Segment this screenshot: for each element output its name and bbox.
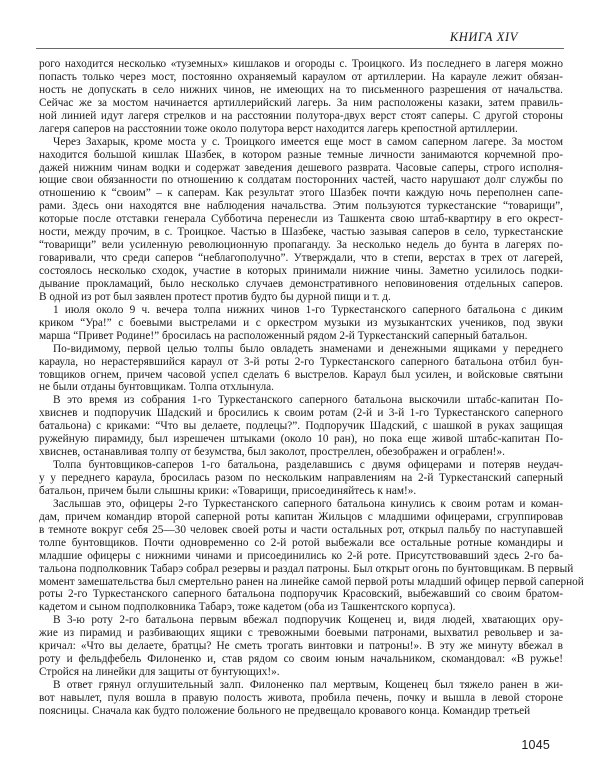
running-header-title: КНИГА XIV [449, 30, 518, 44]
text-line: вот навылет, пуля вошла в правую полость живота, пробила печень, почку и вышла в левой стороне [39, 691, 563, 704]
text-line: ющие свои обязанности по отношению к солдатам посторонних частей, часто нарушают долг службы по [39, 174, 563, 187]
text-line: момент замешательства был смертельно ранен на линейке самой первой роты младший офицер первой саперной [39, 575, 584, 588]
text-line: тальона подполковник Табарэ собрал резервы и раздал патроны. Был открыт огонь по бунтовщикам. В первый [39, 562, 574, 575]
text-line: дам, причем командир второй саперной роты капитан Жильцов с младшими офицерами, сгруппировав [39, 510, 563, 523]
paragraph [39, 679, 563, 718]
text-line: Стройся на линейки для защиты от бунтующих!». [39, 666, 280, 679]
text-line: дажей нижним чинам водки и содержат заведения дешевого разврата. Часовые саперы, строго исполня- [39, 161, 563, 174]
text-line: у у переднего караула, бросилась разом по нескольким направлениям на 2-й Туркестанский саперный [39, 472, 563, 484]
paragraph [39, 394, 563, 459]
text-line: марша “Привет Родине!” бросилась на расположенный рядом 2-й Туркестанский саперный батальон. [39, 329, 528, 342]
text-line: в темноте вокруг себя 25—30 человек своей роты и части остальных рот, открыл пальбу по наступавшей [39, 523, 563, 536]
text-line: лагеря саперов на расстоянии тоже около полутора верст находится лагерь крепостной артиллерии. [39, 122, 518, 135]
text-line: роты 2-го Туркестанского саперного батальона подпоручик Красовский, выбежавший со своим братом- [39, 588, 563, 601]
text-line: находится большой кишлак Шазбек, в котором разные темные личности занимаются корчемной про- [39, 148, 563, 161]
text-line: батальона) с криками: “Что вы делаете, подлецы?”. Подпоручик Шадский, с шашкой в руках защищая [39, 420, 563, 433]
text-line: кадетом и сыном подполковника Табарэ, тоже кадетом (оба из Ташкентского корпуса). [39, 601, 456, 614]
paragraph [39, 58, 563, 136]
running-header [36, 28, 564, 49]
text-line: ружейную пирамиду, был изрешечен штыками (около 10 ран), но пока еще живой штабс-капитан По- [39, 433, 563, 446]
text-line: В ответ грянул оглушительный залп. Филоненко пал мертвым, Кощенец был тяжело ранен в жи- [53, 679, 563, 691]
text-line: В одной из рот был заявлен протест против будто бы дурной пищи и т. д. [39, 290, 391, 303]
text-line: караула, но нерастерявшийся караул от 3-й роты 2-го Туркестанского саперного батальона отбил бун- [39, 355, 563, 368]
text-line: ной линией идут лагеря стрелков и на расстоянии полутора-двух верст стоят саперы. С другой стороны [39, 109, 563, 122]
text-line: толпе бунтовщиков. Почти одновременно со 2-й ротой выбежали все остальные ротные командиры и [39, 536, 563, 549]
text-line: В это время из собрания 1-го Туркестанского саперного батальона выскочили штабс-капитан По- [53, 394, 563, 407]
page-number: 1045 [521, 738, 550, 752]
text-line: криком “Ура!” с боевыми выстрелами и с оркестром музыки из музыкантских учеников, под звуки [39, 316, 563, 329]
paragraph [39, 497, 584, 614]
text-line: говаривали, что среди саперов “неблагополучно”. Утверждали, что в степи, верстах в трех от лагерей, [39, 252, 563, 265]
text-line: В 3-ю роту 2-го батальона первым вбежал подпоручик Кощенец и, видя людей, хватающих ору- [53, 614, 563, 627]
paragraph [39, 459, 563, 498]
text-line: батальон, причем были слышны крики: «Товарищи, присоединяйтесь к нам!». [39, 484, 417, 497]
text-line: Сейчас же за мостом начинается артиллерийский лагерь. За ним расположены казаки, затем правиль- [39, 96, 563, 109]
text-line: хвиснев, останавливая толпу от безумства, был заколот, простреллен, обезображен и ограблен!». [39, 446, 505, 459]
text-line: Заслышав это, офицеры 2-го Туркестанского саперного батальона кинулись к своим ротам и коман- [53, 497, 563, 510]
text-line: отношению к “своим” – к саперам. Как результат этого Шазбек почти каждую ночь переполнен сапе- [39, 187, 563, 200]
text-line: младшие офицеры с нижними чинами и присоединились ко 2-й роте. Присутствовавший здесь 2-го ба- [39, 549, 563, 562]
text-line: рого находится несколько «туземных» кишлаков и огороды с. Троицкого. Из последнего в лагеря можно [39, 58, 563, 70]
paragraph [39, 343, 563, 395]
text-line: кричал: «Что вы делаете, братцы? Не сметь трогать винтовки и патроны!». В эту же минуту вбежал в [39, 640, 563, 653]
text-line: дывание прокламаций, было несколько случаев демонстративного неповиновения отдельных саперов. [39, 277, 563, 290]
text-line: жие из пирамид и разбивающих ящики с тревожными боевыми патронами, выхватил револьвер и за- [39, 627, 563, 640]
text-line: Через Захарык, кроме моста у с. Троицкого имеется еще мост в самом саперном лагере. За мостом [53, 135, 563, 148]
paragraph [39, 304, 563, 343]
text-line: 1 июля около 9 ч. вечера толпа нижних чинов 1-го Туркестанского саперного батальона с диким [53, 303, 563, 316]
text-line: По-видимому, первой целью толпы было овладеть знаменами и денежными ящиками у переднего [53, 342, 563, 355]
paragraph [39, 614, 563, 679]
text-line: товщиков огнем, причем часовой успел сделать 6 выстрелов. Караул был усилен, и войсковые святыни [39, 368, 563, 381]
text-line: попасть только через мост, постоянно охраняемый караулом от артиллерии. На карауле лежит обязан- [39, 70, 563, 83]
text-line: ность не допускать в село нижних чинов, не имеющих на то письменного разрешения от начальства. [39, 83, 563, 96]
text-line: “товарищи” вели усиленную революционную пропаганду. За несколько недель до бунта в лагерях по- [39, 239, 563, 252]
text-line: Толпа бунтовщиков-саперов 1-го батальона, разделавшись с двумя офицерами и потеряв неудач- [53, 459, 563, 472]
text-line: поясницы. Сначала как будто положение больного не предвещало кровавого конца. Командир третьей [39, 704, 531, 717]
text-line: не были отданы бунтовщикам. Толпа отхлынула. [39, 381, 274, 394]
text-line: ности, между прочим, в с. Троицкое. Частью в Шазбеке, частью зазывая саперов в село, туркестанские [39, 226, 563, 239]
body-text [39, 58, 584, 718]
text-line: состоялось несколько сходок, участие в которых принимали нижние чины. Заметно усилилось подки- [39, 265, 563, 277]
text-line: рами. Здесь они находятся вне наблюдения начальства. Этим пользуются туркестанские “товарищи”, [39, 200, 563, 213]
text-line: роту и фельдфебель Филоненко и, став рядом со своим юным начальником, скомандовал: «В ружье! [39, 653, 563, 666]
text-line: хвиснев и подпоручик Шадский и бросились к своим ротам (2-й и 3-й 1-го Туркестанского саперного [39, 407, 563, 420]
text-line: которые после отставки генерала Субботича перенесли из Ташкента свою штаб-квартиру в его окрест- [39, 213, 563, 226]
paragraph [39, 136, 563, 304]
